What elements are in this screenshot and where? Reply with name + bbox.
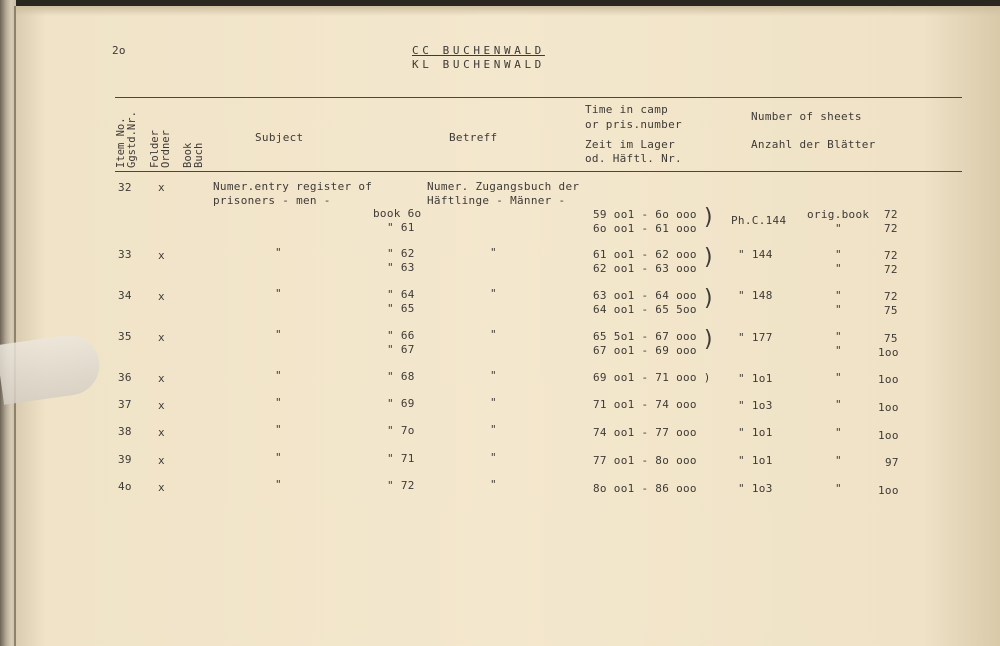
row-betreff: " bbox=[490, 328, 497, 341]
row-folder-mark: x bbox=[158, 454, 165, 467]
document-page bbox=[14, 6, 1000, 646]
row-time-range: 6o oo1 - 61 ooo bbox=[593, 222, 697, 235]
row-item-no: 38 bbox=[118, 425, 132, 438]
title-line-2: KL BUCHENWALD bbox=[412, 58, 545, 71]
header-subject: Subject bbox=[255, 131, 304, 144]
row-sheet-count: 75 bbox=[884, 304, 898, 317]
row-folder-mark: x bbox=[158, 399, 165, 412]
row-betreff: " bbox=[490, 246, 497, 259]
header-time-en-2: or pris.number bbox=[585, 118, 682, 131]
row-betreff: " bbox=[490, 287, 497, 300]
row-item-no: 37 bbox=[118, 398, 132, 411]
row-item-no: 35 bbox=[118, 330, 132, 343]
row-folder-mark: x bbox=[158, 249, 165, 262]
row-folder-mark: x bbox=[158, 481, 165, 494]
row-folder-mark: x bbox=[158, 181, 165, 194]
row-book-number: " 69 bbox=[387, 397, 415, 410]
row-book-number: " 72 bbox=[387, 479, 415, 492]
row-sheet-count: 1oo bbox=[878, 346, 899, 359]
row-subject: " bbox=[275, 369, 282, 382]
header-folder: Folder bbox=[149, 130, 161, 168]
header-buch: Buch bbox=[193, 142, 205, 168]
header-ggstd-nr: Ggstd.Nr. bbox=[126, 111, 138, 168]
row-bracket: ) bbox=[702, 205, 716, 230]
header-time-de-1: Zeit im Lager bbox=[585, 138, 675, 151]
row-orig-book: " bbox=[835, 426, 842, 439]
header-sheets-de: Anzahl der Blätter bbox=[751, 138, 876, 151]
row-orig-book: " bbox=[835, 262, 842, 275]
row-book-number: " 61 bbox=[387, 221, 415, 234]
row-orig-book: " bbox=[835, 371, 842, 384]
row-sheets: " 177 bbox=[738, 331, 773, 344]
row-sheets: " 1o1 bbox=[738, 372, 773, 385]
row-orig-book: " bbox=[835, 289, 842, 302]
row-item-no: 33 bbox=[118, 248, 132, 261]
row-time-range: 71 oo1 - 74 ooo bbox=[593, 398, 697, 411]
row-orig-book: " bbox=[835, 248, 842, 261]
row-time-range: 59 oo1 - 6o ooo bbox=[593, 208, 697, 221]
row-bracket: ) bbox=[702, 327, 716, 352]
row-time-range: 77 oo1 - 8o ooo bbox=[593, 454, 697, 467]
row-subject: " bbox=[275, 423, 282, 436]
title-line-1: CC BUCHENWALD bbox=[412, 44, 545, 57]
row-orig-book: " bbox=[835, 454, 842, 467]
row-time-range: 65 5o1 - 67 ooo bbox=[593, 330, 697, 343]
row-sheets: " 1o3 bbox=[738, 399, 773, 412]
table-top-rule bbox=[115, 97, 962, 98]
row-book-number: " 64 bbox=[387, 288, 415, 301]
row-time-range: 8o oo1 - 86 ooo bbox=[593, 482, 697, 495]
row-sheet-count: 72 bbox=[884, 263, 898, 276]
row-sheets: " 1o3 bbox=[738, 482, 773, 495]
row-betreff: " bbox=[490, 423, 497, 436]
page-shadow bbox=[16, 6, 1000, 16]
page-number: 2o bbox=[112, 44, 126, 57]
row-book-number: " 71 bbox=[387, 452, 415, 465]
table-header-rule bbox=[115, 171, 962, 172]
row-item-no: 4o bbox=[118, 480, 132, 493]
row-folder-mark: x bbox=[158, 290, 165, 303]
row-sheets: Ph.C.144 bbox=[731, 214, 787, 227]
header-time-en-1: Time in camp bbox=[585, 103, 669, 116]
row-book-number: " 62 bbox=[387, 247, 415, 260]
header-time-de-2: od. Häftl. Nr. bbox=[585, 152, 682, 165]
row-betreff: " bbox=[490, 396, 497, 409]
row-sheets: " 144 bbox=[738, 248, 773, 261]
row-sheet-count: 75 bbox=[884, 332, 898, 345]
row-subject: " bbox=[275, 287, 282, 300]
row-sheet-count: 1oo bbox=[878, 429, 899, 442]
row-bracket: ) bbox=[702, 245, 716, 270]
header-item-no: Item No. bbox=[115, 117, 127, 168]
row-betreff: Häftlinge - Männer - bbox=[427, 194, 566, 207]
row-betreff: Numer. Zugangsbuch der bbox=[427, 180, 580, 193]
row-time-range: 64 oo1 - 65 5oo bbox=[593, 303, 697, 316]
row-betreff: " bbox=[490, 369, 497, 382]
row-time-range: 69 oo1 - 71 ooo ) bbox=[593, 371, 711, 384]
row-betreff: " bbox=[490, 478, 497, 491]
row-book-number: " 67 bbox=[387, 343, 415, 356]
row-sheet-count: 97 bbox=[885, 456, 899, 469]
row-sheet-count: 1oo bbox=[878, 373, 899, 386]
row-bracket: ) bbox=[702, 286, 716, 311]
row-subject: " bbox=[275, 478, 282, 491]
header-book: Book bbox=[182, 142, 194, 168]
row-item-no: 34 bbox=[118, 289, 132, 302]
row-item-no: 32 bbox=[118, 181, 132, 194]
row-sheet-count: 1oo bbox=[878, 401, 899, 414]
row-subject: Numer.entry register of bbox=[213, 180, 373, 193]
header-sheets-en: Number of sheets bbox=[751, 110, 862, 123]
row-book-number: " 66 bbox=[387, 329, 415, 342]
row-sheets: " 1o1 bbox=[738, 426, 773, 439]
row-orig-book: " bbox=[835, 398, 842, 411]
header-betreff: Betreff bbox=[449, 131, 498, 144]
row-time-range: 63 oo1 - 64 ooo bbox=[593, 289, 697, 302]
row-sheets: " 148 bbox=[738, 289, 773, 302]
row-sheet-count: 72 bbox=[884, 290, 898, 303]
row-book-number: " 65 bbox=[387, 302, 415, 315]
row-book-number: " 7o bbox=[387, 424, 415, 437]
row-subject: prisoners - men - bbox=[213, 194, 331, 207]
header-ordner: Ordner bbox=[160, 130, 172, 168]
row-time-range: 67 oo1 - 69 ooo bbox=[593, 344, 697, 357]
row-time-range: 62 oo1 - 63 ooo bbox=[593, 262, 697, 275]
row-sheet-count: 72 bbox=[884, 222, 898, 235]
row-folder-mark: x bbox=[158, 331, 165, 344]
row-time-range: 74 oo1 - 77 ooo bbox=[593, 426, 697, 439]
row-orig-book: " bbox=[835, 344, 842, 357]
row-folder-mark: x bbox=[158, 372, 165, 385]
row-sheet-count: 1oo bbox=[878, 484, 899, 497]
row-sheet-count: 72 bbox=[884, 249, 898, 262]
row-item-no: 39 bbox=[118, 453, 132, 466]
row-item-no: 36 bbox=[118, 371, 132, 384]
row-subject: " bbox=[275, 396, 282, 409]
row-time-range: 61 oo1 - 62 ooo bbox=[593, 248, 697, 261]
row-orig-book: " bbox=[835, 330, 842, 343]
row-subject: " bbox=[275, 328, 282, 341]
row-book-number: " 68 bbox=[387, 370, 415, 383]
row-book-number: book 6o bbox=[373, 207, 422, 220]
row-orig-book: orig.book bbox=[807, 208, 870, 221]
row-betreff: " bbox=[490, 451, 497, 464]
row-orig-book: " bbox=[835, 303, 842, 316]
row-orig-book: " bbox=[835, 222, 842, 235]
row-sheets: " 1o1 bbox=[738, 454, 773, 467]
row-subject: " bbox=[275, 246, 282, 259]
row-sheet-count: 72 bbox=[884, 208, 898, 221]
row-orig-book: " bbox=[835, 482, 842, 495]
row-subject: " bbox=[275, 451, 282, 464]
row-folder-mark: x bbox=[158, 426, 165, 439]
row-book-number: " 63 bbox=[387, 261, 415, 274]
